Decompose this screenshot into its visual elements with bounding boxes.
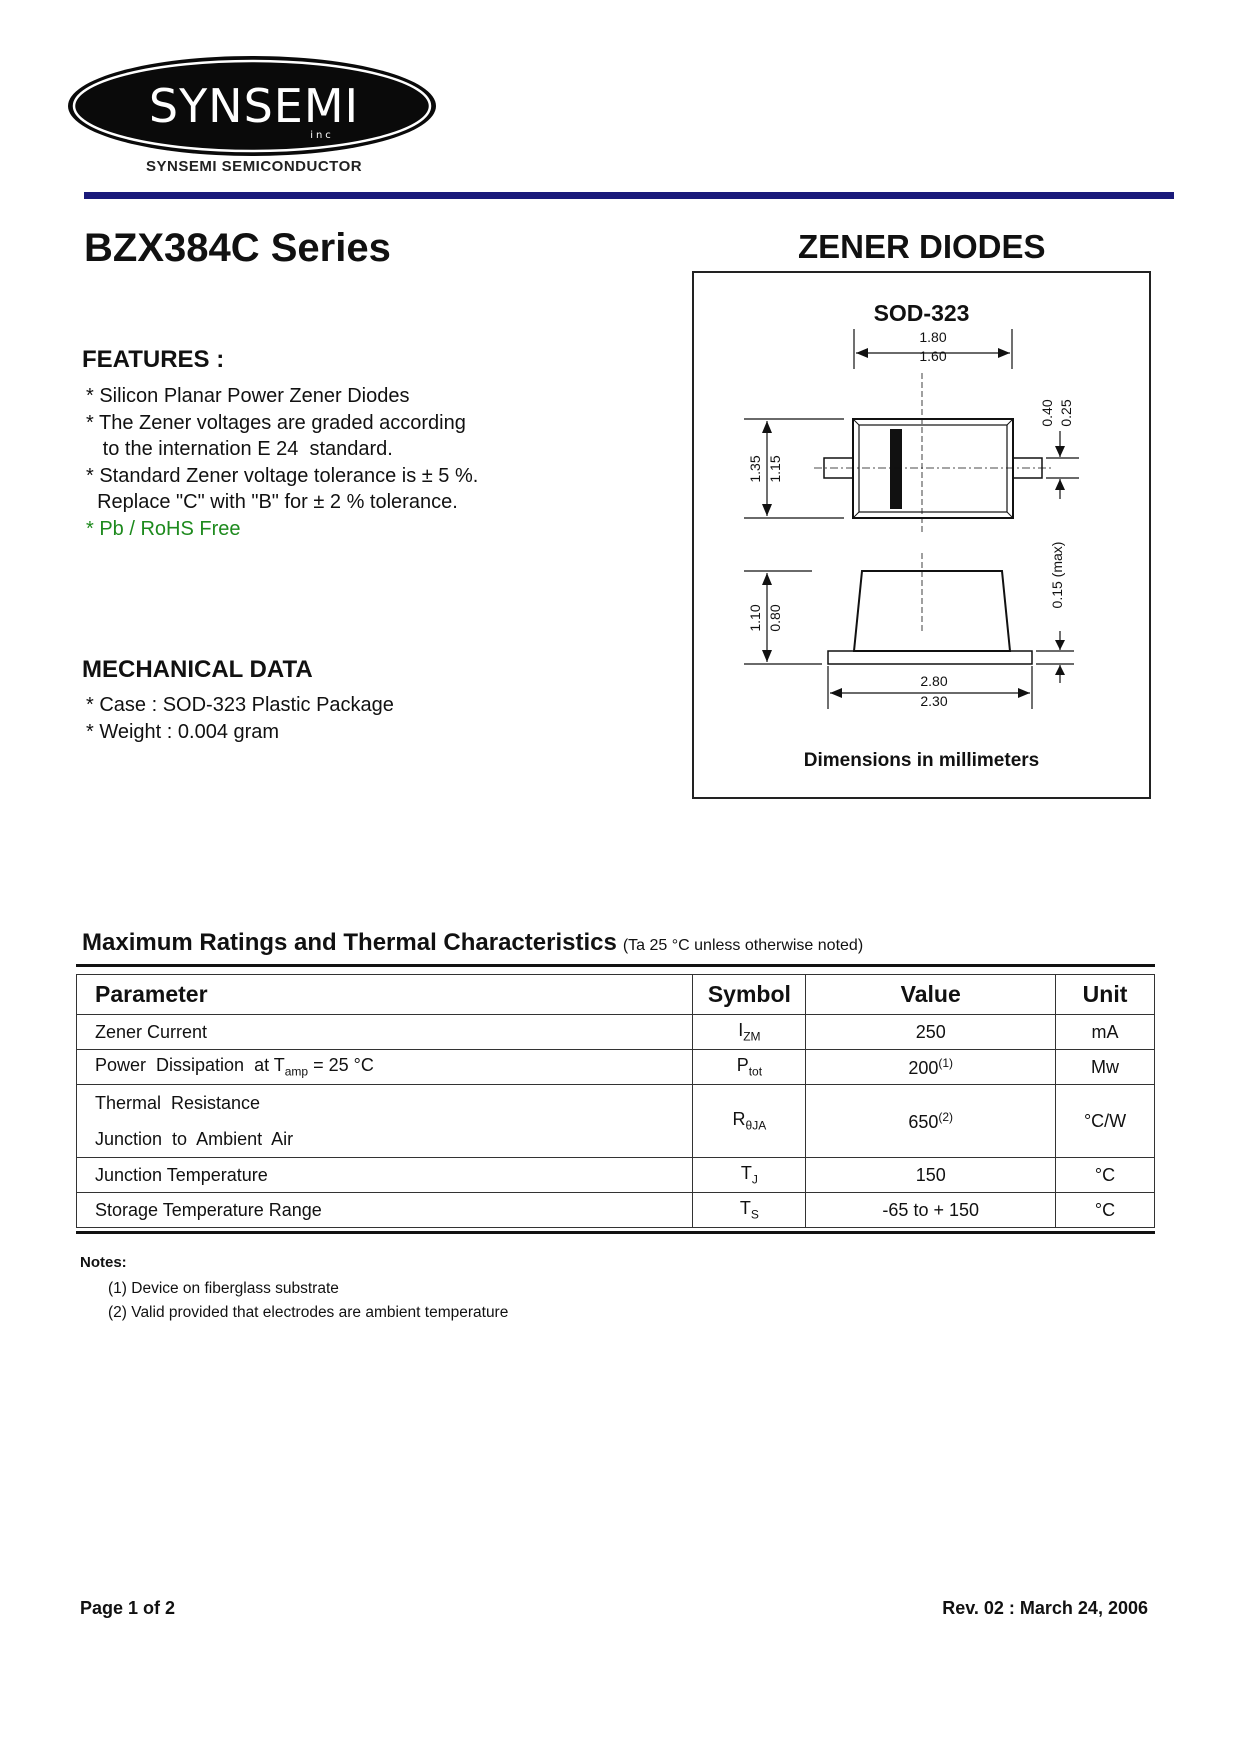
revision-date: Rev. 02 : March 24, 2006	[942, 1598, 1148, 1618]
mechanical-line: * Case : SOD-323 Plastic Package	[86, 694, 394, 716]
rohs-line: * Pb / RoHS Free	[86, 517, 241, 540]
dim-body-h-max: 1.35	[747, 455, 763, 483]
unit-cell: Mw	[1056, 1050, 1155, 1085]
ratings-heading	[82, 929, 863, 957]
col-unit: Unit	[1056, 975, 1155, 1015]
table-row	[77, 1085, 1155, 1158]
note-item: (1) Device on fiberglass substrate	[108, 1280, 339, 1297]
value-cell: -65 to + 150	[806, 1193, 1056, 1228]
dim-lead-w-max: 0.40	[1039, 399, 1055, 427]
dim-height-max: 1.10	[747, 604, 763, 632]
header-rule	[84, 192, 1174, 199]
table-row	[77, 1158, 1155, 1193]
logo-wordmark: SYNSEMI	[148, 79, 360, 133]
note-item: (2) Valid provided that electrodes are ambient temperature	[108, 1303, 509, 1321]
package-title: SOD-323	[873, 300, 970, 326]
col-parameter: Parameter	[77, 975, 693, 1015]
value-cell: 200$^{(1)}$	[806, 1050, 1056, 1085]
dim-total-len-max: 2.80	[920, 673, 948, 689]
value-cell: 250	[806, 1015, 1056, 1050]
dim-top-width-min: 1.60	[919, 348, 947, 364]
table-row	[77, 1050, 1155, 1085]
symbol-cell: $T_J$	[693, 1158, 806, 1193]
dim-body-h-min: 1.15	[767, 455, 783, 483]
dim-total-len-min: 2.30	[920, 693, 948, 709]
series-title: BZX384C Series	[84, 226, 391, 270]
value-cell: 650$^{(2)}$	[806, 1085, 1056, 1158]
feature-line: to the internation E 24 standard.	[86, 438, 393, 460]
synsemi-logo	[64, 52, 440, 174]
dim-height-min: 0.80	[767, 604, 783, 632]
features-list	[86, 383, 478, 542]
dim-lead-t: 0.15 (max)	[1049, 541, 1065, 609]
mechanical-line: * Weight : 0.004 gram	[86, 720, 280, 743]
ratings-note: (Ta 25 °C unless otherwise noted)	[622, 937, 864, 954]
param-cell: Thermal Resistance Junction to Ambient Air	[77, 1085, 693, 1158]
notes-list	[108, 1277, 508, 1324]
param-cell: Power Dissipation at $T_{amp} = 25$ °C	[77, 1050, 693, 1085]
dim-lead-w-min: 0.25	[1058, 399, 1074, 427]
category-title: ZENER DIODES	[798, 228, 1046, 265]
ratings-title: Maximum Ratings and Thermal Characteristics	[82, 929, 617, 956]
table-rule-top	[76, 964, 1155, 967]
symbol-cell: $T_S$	[693, 1193, 806, 1228]
package-caption: Dimensions in millimeters	[803, 750, 1040, 771]
features-heading: FEATURES :	[82, 346, 225, 373]
page-number: Page 1 of 2	[80, 1598, 176, 1618]
table-header-row	[77, 975, 1155, 1015]
param-cell: Junction Temperature	[77, 1158, 693, 1193]
feature-line: * Silicon Planar Power Zener Diodes	[86, 385, 410, 407]
param-cell: Storage Temperature Range	[77, 1193, 693, 1228]
unit-cell: °C	[1056, 1193, 1155, 1228]
notes-heading: Notes:	[80, 1254, 127, 1271]
package-drawing	[694, 273, 1149, 797]
value-cell: 150	[806, 1158, 1056, 1193]
symbol-cell: $R_{\theta JA}$	[693, 1085, 806, 1158]
logo-subtitle: SYNSEMI SEMICONDUCTOR	[146, 158, 363, 175]
package-outline-box	[692, 271, 1151, 799]
table-row	[77, 1193, 1155, 1228]
table-row	[77, 1015, 1155, 1050]
feature-line: * The Zener voltages are graded according	[86, 411, 466, 434]
symbol-cell: $P_{tot}$	[693, 1050, 806, 1085]
unit-cell: °C	[1056, 1158, 1155, 1193]
col-value: Value	[806, 975, 1056, 1015]
feature-line: Replace "C" with "B" for ± 2 % tolerance.	[86, 491, 458, 513]
unit-cell: °C/W	[1056, 1085, 1155, 1158]
unit-cell: mA	[1056, 1015, 1155, 1050]
col-symbol: Symbol	[693, 975, 806, 1015]
logo-inc: inc	[310, 130, 334, 141]
dim-top-width-max: 1.80	[919, 329, 947, 345]
table-rule-bottom	[76, 1231, 1155, 1234]
mechanical-list	[86, 692, 394, 745]
feature-line: * Standard Zener voltage tolerance is ± 5 %.	[86, 464, 479, 487]
ratings-table	[76, 974, 1155, 1228]
symbol-cell: $I_{ZM}$	[693, 1015, 806, 1050]
mechanical-heading: MECHANICAL DATA	[82, 656, 313, 683]
param-cell: Zener Current	[77, 1015, 693, 1050]
